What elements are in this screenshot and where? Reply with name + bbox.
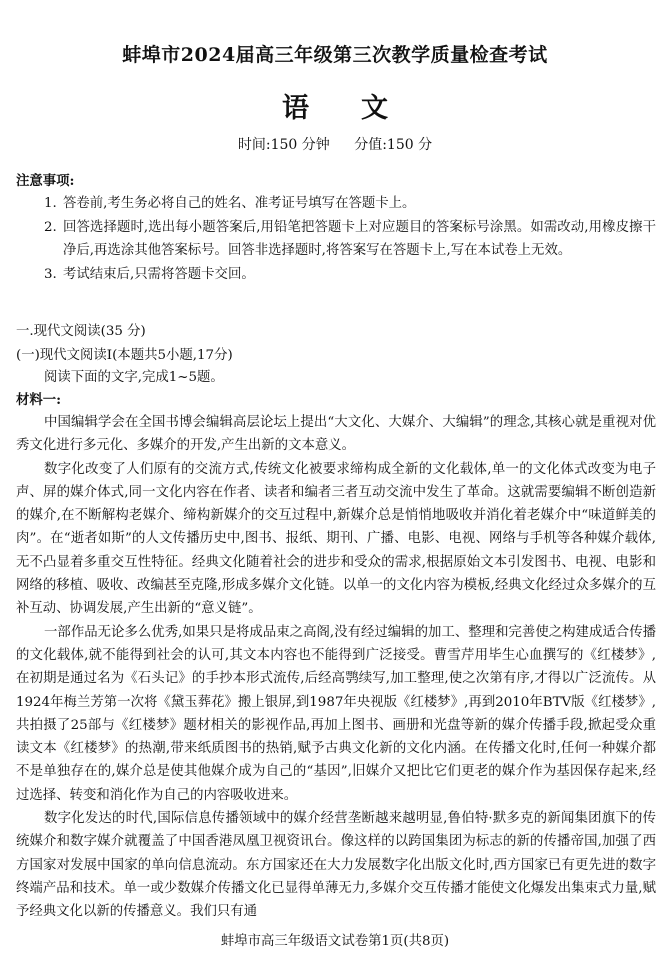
passage-paragraph: 数字化改变了人们原有的交流方式,传统文化被要求缔构成全新的文化载体,单一的文化体式改变为电子声、屏的媒介体式,同一文化内容在作者、读者和编者三者互动交流中发生了革命。这就需要编辑不断创造新的媒介,在不断解构老媒介、缔构新媒介的交互过程中,新媒介总是悄悄地吸收并消化着老媒介中“味道鲜美的肉”。在“逝者如斯”的人文传播历史中,图书、报纸、期刊、广播、电影、电视、网络与手机等各种媒介载体,无不凸显着多重交互性特征。经典文化随着社会的进步和受众的需求,根据原始文本引发图书、电视、电影和网络的移植、吸收、改编甚至克隆,形成多媒介文化链。以单一的文化内容为模板,经典文化经过众多媒介的互补互动、协调发展,产生出新的“意义链”。 bbox=[16, 461, 656, 617]
subject-char-1: 语 bbox=[282, 93, 309, 124]
notice-item bbox=[44, 263, 656, 287]
exam-score: 分值:150 分 bbox=[354, 137, 433, 153]
exam-title: 蚌埠市2024届高三年级第三次教学质量检查考试 bbox=[122, 44, 548, 66]
exam-meta bbox=[0, 134, 670, 154]
notice-number: 2. bbox=[44, 219, 57, 235]
subsection-heading: (一)现代文阅读Ⅰ(本题共5小题,17分) bbox=[16, 348, 233, 363]
page-footer: 蚌埠市高三年级语文试卷第1页(共8页) bbox=[220, 934, 450, 949]
passage-paragraph: 中国编辑学会在全国书博会编辑高层论坛上提出“大文化、大媒介、大编辑”的理念,其核心就是重视对优秀文化进行多元化、多媒介的开发,产生出新的文本意义。 bbox=[16, 415, 656, 454]
notice-text: 考试结束后,只需将答题卡交回。 bbox=[63, 266, 255, 282]
subject-heading bbox=[0, 86, 670, 125]
reading-instruction: 阅读下面的文字,完成1~5题。 bbox=[44, 370, 224, 385]
notice-item bbox=[44, 216, 656, 263]
subject-char-2: 文 bbox=[361, 93, 388, 124]
passage-paragraph: 一部作品无论多么优秀,如果只是将成品束之高阁,没有经过编辑的加工、整理和完善使之构建成适合传播的文化载体,就不能得到社会的认可,其文本内容也不能得到广泛接受。曹雪芹用毕生心血撰写的《红楼梦》,在初期是通过名为《石头记》的手抄本形式流传,后经高鹗续写,加工整理,使之次第有序,才得以广泛流传。从1924年梅兰芳第一次将《黛玉葬花》搬上银屏,到1987年央视版《红楼梦》,再到2010年BTV版《红楼梦》,共拍摄了25部与《红楼梦》题材相关的影视作品,再加上图书、画册和光盘等新的媒介传播手段,掀起受众重读文本《红楼梦》的热潮,带来纸质图书的热销,赋予古典文化新的文化内涵。在传播文化时,任何一种媒介都不是单独存在的,媒介总是使其他媒介成为自己的“基因”,旧媒介又把比它们更老的媒介作为基因保存起来,经过选择、转变和消化作为自己的内容吸收进来。 bbox=[16, 624, 656, 803]
section-heading: 一.现代文阅读(35 分) bbox=[16, 324, 146, 339]
notice-text: 回答选择题时,选出每小题答案后,用铅笔把答题卡上对应题目的答案标号涂黑。如需改动,用橡皮擦干净后,再选涂其他答案标号。回答非选择题时,将答案写在答题卡上,写在本试卷上无效。 bbox=[63, 219, 656, 258]
exam-time: 时间:150 分钟 bbox=[237, 137, 330, 153]
notice-item bbox=[44, 192, 656, 216]
material-label: 材料一: bbox=[16, 392, 62, 408]
notice-number: 3. bbox=[44, 266, 57, 282]
notice-list bbox=[44, 192, 656, 286]
notice-number: 1. bbox=[44, 196, 57, 211]
notice-text: 答卷前,考生务必将自己的姓名、准考证号填写在答题卡上。 bbox=[63, 196, 416, 211]
notice-heading: 注意事项: bbox=[16, 173, 75, 189]
passage-paragraph: 数字化发达的时代,国际信息传播领域中的媒介经营垄断越来越明显,鲁伯特·默多克的新闻集团旗下的传统媒介和数字媒介就覆盖了中国香港凤凰卫视资讯台。像这样的以跨国集团为标志的新的传播帝国,加强了西方国家对发展中国家的单向信息流动。东方国家还在大力发展数字化出版文化时,西方国家已有更先进的数字终端产品和技术。单一或少数媒介传播文化已显得单薄无力,多媒介交互传播才能使文化爆发出集束式力量,赋予经典文化以新的传播意义。我们只有通 bbox=[16, 811, 656, 920]
passage bbox=[16, 411, 656, 924]
